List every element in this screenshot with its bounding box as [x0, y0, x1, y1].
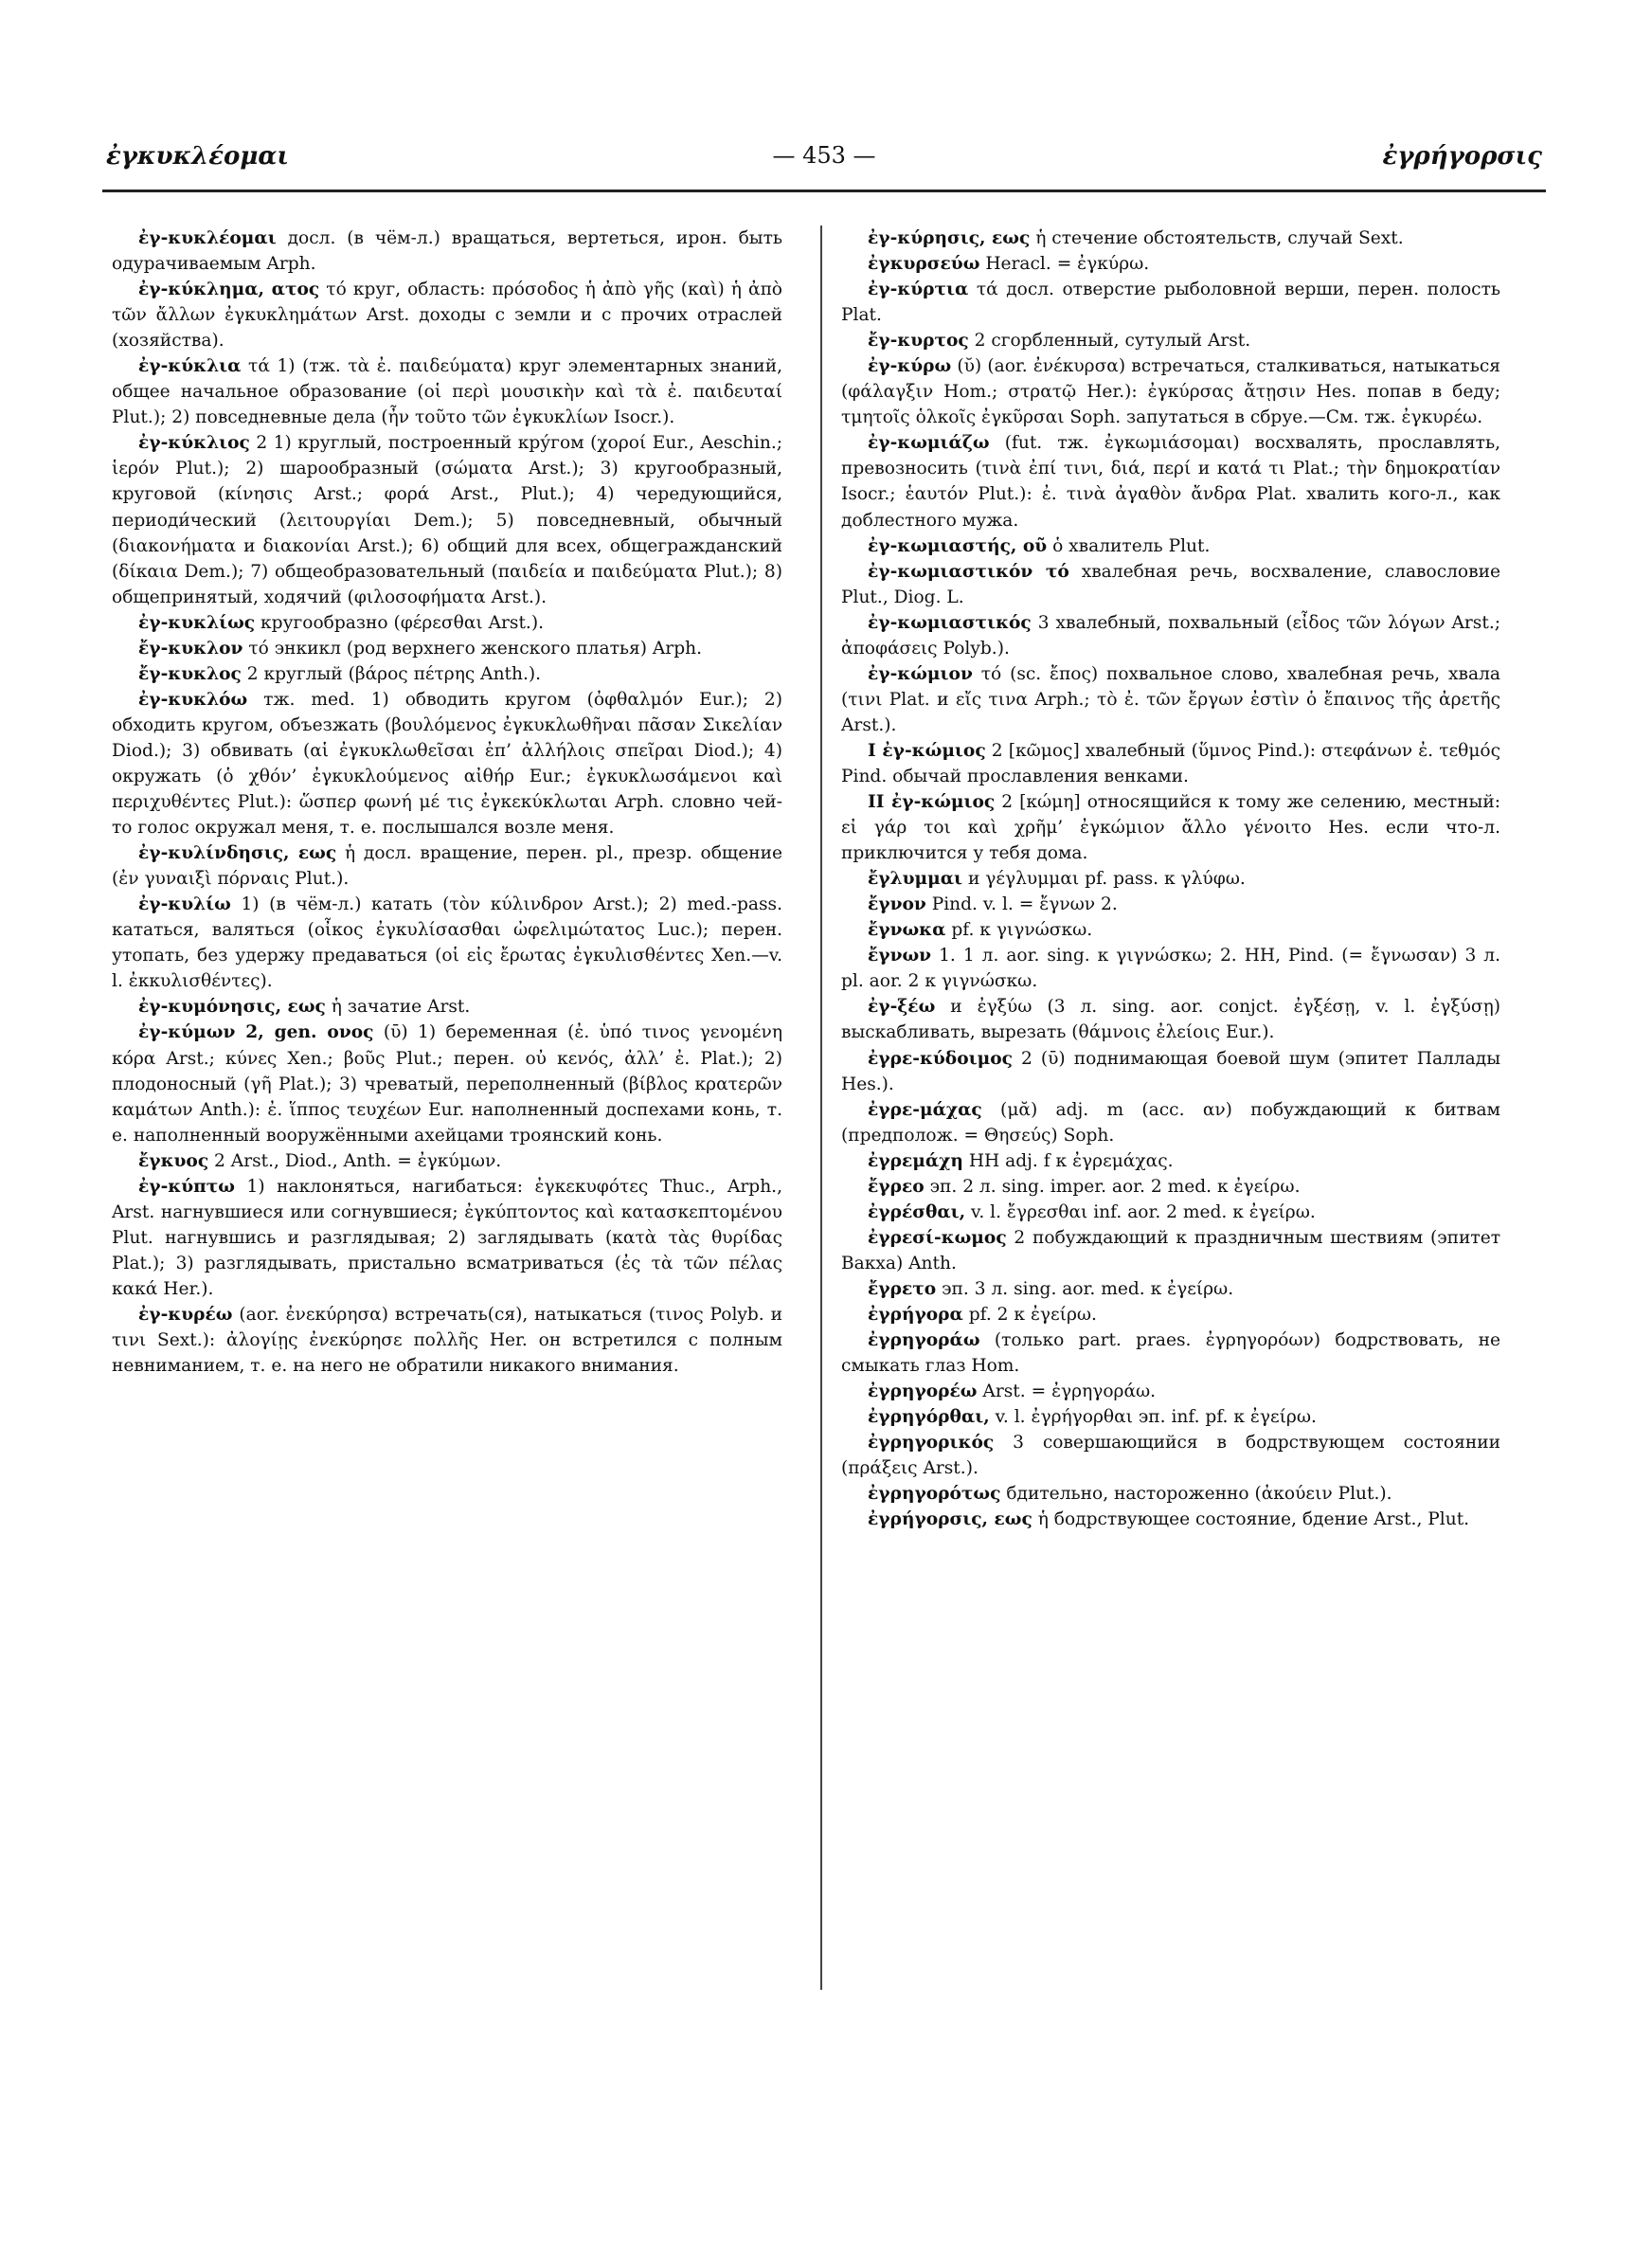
running-head-right: ἐγρήγορσις: [1382, 142, 1542, 171]
entry-headword: ἔγνωκα: [868, 920, 946, 941]
entry-headword: ἐγρεμάχη: [868, 1150, 963, 1171]
entry-definition: кругообразно (φέρεσθαι Arst.).: [255, 612, 544, 633]
entry-headword: ἔγ-κυκλος: [138, 663, 242, 684]
entry-headword: ἐγ-κύρτια: [868, 280, 969, 300]
dictionary-entry: [841, 1097, 1500, 1148]
dictionary-entry: [841, 1225, 1500, 1276]
entry-definition: (aor. ἐνεκύρησα) встречать(ся), натыкаться (τινος Polyb. и τινι Sext.): ἀλογίῃς ἐνεκύρησε πολλῆς Her. он встретился с полным невниманием, т. е. на него не обратили никакого внимания.: [112, 1304, 782, 1377]
entry-headword: ἐγρηγορότως: [868, 1484, 1001, 1505]
entry-headword: ἐγ-κύρω: [868, 356, 952, 377]
entry-headword: ἐγρε-μάχας: [868, 1099, 982, 1120]
dictionary-entry: [841, 1379, 1500, 1404]
entry-definition: 2 1) круглый, построенный кру́гом (χοροί Eur., Aeschin.; ἱερόν Plut.); 2) шарообразный (σώματα Arst.); 3) кругообразный, круговой (κίνησις Arst.; φορά Arst., Plut.); 4) чередующийся, периоди́ческий (λειτουργίαι Dem.); 5) повседневный, обычный (διακονήματα и διακονίαι Arst.); 6) общий для всех, общегражданский (δίκαια Dem.); 7) общеобразовательный (παιδεία и παιδεύματα Plut.); 8) общепринятый, ходячий (φιλοσοφήματα Arst.).: [112, 433, 782, 607]
dictionary-entry: [112, 636, 782, 661]
entry-headword: ἐγ-κύρησις, εως: [868, 228, 1031, 248]
entry-definition: ἡ досл. вращение, перен. pl., презр. общение (ἐν γυναιξὶ πόρναις Plut.).: [112, 843, 782, 890]
entry-definition: pf. 2 к ἐγείρω.: [962, 1304, 1097, 1325]
dictionary-entry: [112, 610, 782, 636]
dictionary-entry: [841, 738, 1500, 789]
entry-headword: ἐγ-κώμιον: [868, 663, 973, 684]
dictionary-entry: [841, 1327, 1500, 1379]
entry-headword: ἐγ-κύκλια: [138, 356, 242, 377]
entry-headword: ἐγ-κύπτω: [138, 1176, 235, 1197]
entry-definition: ὁ хвалитель Plut.: [1047, 535, 1211, 556]
entry-definition: 2 (ῡ) поднимающая боевой шум (эпитет Паллады Hes.).: [841, 1048, 1500, 1094]
entry-headword: ἐγ-κύμων 2, gen. ονος: [138, 1022, 374, 1043]
dictionary-entry: [841, 559, 1500, 610]
entry-headword: ἐγρηγόρθαι,: [868, 1407, 990, 1428]
dictionary-entry: [841, 1148, 1500, 1174]
entry-definition: v. l. ἔγρεσθαι inf. aor. 2 med. к ἐγείρω.: [965, 1201, 1316, 1222]
dictionary-entry: [841, 994, 1500, 1045]
entry-definition: pf. к γιγνώσκω.: [945, 920, 1093, 941]
entry-headword: ἐγ-κυλίω: [138, 894, 231, 915]
entry-headword: ἔγλυμμαι: [868, 869, 963, 890]
dictionary-entry: [841, 943, 1500, 994]
entry-headword: ἔγρεο: [868, 1176, 925, 1197]
entry-headword: ἐγ-κυκλίως: [138, 612, 256, 633]
entry-headword: ἐγ-κυμόνησις, εως: [138, 997, 326, 1018]
entry-definition: HH adj. f к ἐγρεμάχας.: [962, 1150, 1174, 1171]
entry-headword: ἐγκυρσεύω: [868, 254, 980, 275]
dictionary-entry: [841, 1481, 1500, 1507]
dictionary-entry: [841, 430, 1500, 533]
dictionary-entry: [841, 789, 1500, 866]
entry-definition: хвалебная речь, восхваление, славословие Plut., Diog. L.: [841, 561, 1500, 607]
dictionary-entry: [841, 1200, 1500, 1225]
entry-definition: 2 [κῶμος] хвалебный (ὕμνος Pind.): στεφάνων ἐ. τεθμός Pind. обычай прославления венками.: [841, 740, 1501, 786]
dictionary-entry: [112, 1302, 782, 1379]
entry-definition: бдительно, настороженно (ἀκούειν Plut.).: [1000, 1484, 1392, 1505]
entry-definition: Arst. = ἐγρηγοράω.: [977, 1381, 1157, 1402]
entry-definition: Heracl. = ἐγκύρω.: [979, 254, 1150, 275]
dictionary-entry: [112, 353, 782, 430]
dictionary-entry: [841, 226, 1500, 251]
dictionary-entry: [112, 1148, 782, 1174]
entry-definition: и γέγλυμμαι pf. pass. к γλύφω.: [962, 869, 1246, 890]
page-header: [102, 142, 1546, 180]
entry-headword: ἐγ-κωμιαστικός: [868, 612, 1032, 633]
right-column: [841, 226, 1500, 1532]
entry-headword: ἔγνον: [868, 894, 926, 915]
entry-definition: τά 1) (тж. τὰ ἐ. παιδεύματα) круг элементарных знаний, общее начальное образование (οἱ περὶ μουσικὴν καὶ τὰ ἐ. παιδευταί Plut.); 2) повседневные дела (ἦν τοῦτο τῶν ἐγκυκλίων Isocr.).: [112, 356, 782, 428]
entry-definition: 2 [κώμη] относящийся к тому же селению, местный: εἰ γάρ τοι καὶ χρῆμ’ ἐγκώμιον ἄλλο γένοιτο Hes. если что-л. приключится у тебя дома.: [841, 792, 1500, 864]
dictionary-entry: [841, 1276, 1500, 1302]
entry-definition: Pind. v. l. = ἔγνων 2.: [925, 894, 1118, 915]
entry-headword: I ἐγ-κώμιος: [868, 740, 986, 761]
dictionary-entry: [841, 1046, 1500, 1097]
entry-headword: ἐγ-ξέω: [868, 997, 936, 1018]
entry-definition: 3 хвалебный, похвальный (εἶδος τῶν λόγων Arst.; ἀποφάσεις Polyb.).: [841, 612, 1500, 659]
entry-headword: ἐγρηγοράω: [868, 1330, 980, 1351]
entry-definition: (ῠ) (aor. ἐνέκυρσα) встречаться, сталкиваться, натыкаться (φάλαγξιν Hom.; στρατῷ Her.): ἐγκύρσας ἄτῃσιν Hes. попав в беду; τμητοῖς ὁλκοῖς ἐγκῦρσαι Soph. запутаться в сбруе.—См. тж. ἐγκυρέω.: [841, 356, 1500, 428]
dictionary-entry: [841, 353, 1500, 430]
entry-headword: ἔγρετο: [868, 1278, 937, 1299]
entry-definition: 2 Arst., Diod., Anth. = ἐγκύμων.: [208, 1150, 502, 1171]
entry-definition: (μᾰ) adj. m (acc. αν) побуждающий к битвам (предполож. = Θησεύς) Soph.: [841, 1099, 1500, 1146]
dictionary-entry: [112, 661, 782, 687]
dictionary-entry: [112, 1020, 782, 1147]
entry-definition: 2 круглый (βάρος πέτρης Anth.).: [241, 663, 542, 684]
dictionary-entry: [112, 687, 782, 840]
entry-definition: досл. (в чём-л.) вращаться, вертеться, ирон. быть одурачиваемым Arph.: [112, 228, 782, 275]
entry-definition: и ἐγξύω (3 л. sing. aor. conjct. ἐγξέσῃ, v. l. ἐγξύσῃ) выскабливать, вырезать (θάμνοις ἐλείοις Eur.).: [841, 997, 1500, 1043]
dictionary-entry: [841, 917, 1500, 943]
entry-definition: (ῡ) 1) беременная (ἐ. ὑπό τινος γενομένη κόρα Arst.; κύνες Xen.; βοῦς Plut.; перен. οὐ κενός, ἀλλ’ ἐ. Plat.); 2) плодоносный (γῆ Plat.); 3) чреватый, переполненный (βίβλος κρατερῶν καμάτων Anth.): ἐ. ἵππος τευχέων Eur. наполненный доспехами конь, т. е. наполненный вооружёнными ахейцами троянский конь.: [112, 1022, 782, 1146]
entry-headword: ἐγρεσί-κωμος: [868, 1227, 1007, 1248]
entry-headword: ἐγ-κυκλέομαι: [138, 228, 277, 248]
dictionary-entry: [112, 277, 782, 353]
entry-headword: ἐγρηγορέω: [868, 1381, 978, 1402]
entry-headword: ἐγ-κυρέω: [138, 1304, 233, 1325]
entry-headword: ἐγρέσθαι,: [868, 1201, 966, 1222]
entry-headword: ἐγ-κύκλιος: [138, 433, 250, 454]
entry-headword: ἐγ-κυλίνδησις, εως: [138, 843, 337, 864]
entry-headword: ἐγρηγορικός: [868, 1433, 995, 1454]
dictionary-entry: [841, 661, 1500, 738]
entry-headword: ἐγ-κωμιαστής, οῦ: [868, 535, 1048, 556]
entry-headword: ἐγρήγορα: [868, 1304, 963, 1325]
entry-definition: эп. 2 л. sing. imper. aor. 2 med. к ἐγείρω.: [924, 1176, 1301, 1197]
entry-headword: ἔγκυος: [138, 1150, 209, 1171]
dictionary-entry: [841, 277, 1500, 328]
column-divider: [820, 226, 822, 1990]
dictionary-entry: [841, 1174, 1500, 1200]
page-number: — 453 —: [772, 142, 876, 169]
entry-definition: 1. 1 л. aor. sing. к γιγνώσκω; 2. HH, Pind. (= ἔγνωσαν) 3 л. pl. aor. 2 к γιγνώσκω.: [841, 946, 1500, 992]
entry-definition: 3 совершающийся в бодрствующем состоянии (πράξεις Arst.).: [841, 1433, 1500, 1479]
entry-headword: ἐγ-κωμιαστικόν τό: [868, 561, 1069, 582]
dictionary-entry: [841, 1507, 1500, 1532]
entry-headword: ἐγρήγορσις, εως: [868, 1509, 1032, 1530]
header-rule: [102, 190, 1546, 192]
entry-definition: τό (sc. ἔπος) похвальное слово, хвалебная речь, хвала (τινι Plat. и εἴς τινα Arph.; τὸ ἐ. τῶν ἔργων ἐστὶν ὁ ἔπαινος τῆς ἀρετῆς Arst.).: [841, 663, 1500, 735]
dictionary-entry: [841, 328, 1500, 353]
entry-definition: тж. med. 1) обводить кругом (ὀφθαλμόν Eur.); 2) обходить кругом, объезжать (βουλόμενος ἐγκυκλωθῆναι πᾶσαν Σικελίαν Diod.); 3) обвивать (αἱ ἐγκυκλωθεῖσαι ἐπ’ ἀλλήλοις σπεῖραι Diod.); 4) окружать (ὁ χθόν’ ἐγκυκλούμενος αἰθήρ Eur.; ἐγκυκλωσάμενοι καὶ περιχυθέντες Plut.): ὥσπερ φωνή μέ τις ἐγκεκύκλωται Arph. словно чей-то голос окружал меня, т. е. послышался возле меня.: [112, 689, 782, 839]
dictionary-entry: [112, 994, 782, 1020]
dictionary-entry: [841, 1404, 1500, 1430]
dictionary-entry: [841, 610, 1500, 661]
dictionary-entry: [112, 840, 782, 892]
dictionary-entry: [841, 892, 1500, 917]
dictionary-entry: [841, 866, 1500, 892]
entry-definition: 1) (в чём-л.) катать (τὸν κύλινδρον Arst.); 2) med.-pass. кататься, валяться (οἶκος ἐγκυλίσασθαι ὠφελιμώτατος Luc.); перен. утопать, без удержу предаваться (οἱ εἰς ἔρωτας ἐγκυλισθέντες Xen.—v. l. ἐκκυλισθέντες).: [112, 894, 782, 992]
entry-headword: ἐγ-κυκλόω: [138, 689, 248, 710]
entry-definition: 2 сгорбленный, сутулый Arst.: [968, 331, 1251, 352]
entry-headword: ἐγ-κύκλημα, ατος: [138, 280, 320, 300]
entry-definition: (fut. тж. ἐγκωμιάσομαι) восхвалять, прославлять, превозносить (τινὰ ἐπί τινι, διά, περί и κατά τι Plat.; τὴν δημοκρατίαν Isocr.; ἑαυτόν Plut.): ἐ. τινὰ ἀγαθὸν ἄνδρα Plat. хвалить кого-л., как доблестного мужа.: [841, 433, 1500, 531]
entry-headword: ἐγρε-κύδοιμος: [868, 1048, 1013, 1069]
entry-definition: ἡ зачатие Arst.: [325, 997, 471, 1018]
entry-definition: эп. 3 л. sing. aor. med. к ἐγείρω.: [936, 1278, 1234, 1299]
entry-headword: ἔγ-κυκλον: [138, 638, 243, 659]
entry-definition: τά досл. отверстие рыболовной верши, перен. полость Plat.: [841, 280, 1500, 326]
entry-headword: ἔγνων: [868, 946, 932, 966]
entry-headword: II ἐγ-κώμιος: [868, 792, 996, 813]
entry-definition: 2 побуждающий к праздничным шествиям (эпитет Вакха) Anth.: [841, 1227, 1500, 1273]
left-column: [112, 226, 782, 1379]
entry-definition: τό круг, область: πρόσοδος ἡ ἀπὸ γῆς (καὶ) ἡ ἀπὸ τῶν ἄλλων ἐγκυκλημάτων Arst. доходы с земли и с прочих отраслей (хозяйства).: [112, 280, 782, 352]
entry-headword: ἐγ-κωμιάζω: [868, 433, 990, 454]
dictionary-entry: [841, 251, 1500, 277]
dictionary-entry: [112, 430, 782, 609]
entry-definition: τό энкикл (род верхнего женского платья) Arph.: [242, 638, 702, 659]
dictionary-entry: [112, 1174, 782, 1302]
entry-definition: v. l. ἐγρήγορθαι эп. inf. pf. к ἐγείρω.: [989, 1407, 1317, 1428]
entry-definition: ἡ бодрствующее состояние, бдение Arst., Plut.: [1032, 1509, 1470, 1530]
dictionary-entry: [841, 533, 1500, 559]
dictionary-entry: [841, 1302, 1500, 1327]
entry-definition: ἡ стечение обстоятельств, случай Sext.: [1030, 228, 1404, 248]
entry-definition: (только part. praes. ἐγρηγορόων) бодрствовать, не смыкать глаз Hom.: [841, 1330, 1500, 1377]
entry-definition: 1) наклоняться, нагибаться: ἐγκεκυφότες Thuc., Arph., Arst. нагнувшиеся или согнувшиеся; ἐγκύπτοντος καὶ κατασκεπτομένου Plut. нагнувшись и разглядывая; 2) заглядывать (κατὰ τὰς θυρίδας Plat.); 3) разглядывать, пристально всматриваться (ἐς τὰ τῶν πέλας κακά Her.).: [112, 1176, 782, 1299]
dictionary-entry: [112, 226, 782, 277]
entry-headword: ἔγ-κυρτος: [868, 331, 969, 352]
running-head-left: ἐγκυκλέομαι: [106, 142, 289, 171]
dictionary-entry: [112, 892, 782, 994]
dictionary-entry: [841, 1430, 1500, 1481]
